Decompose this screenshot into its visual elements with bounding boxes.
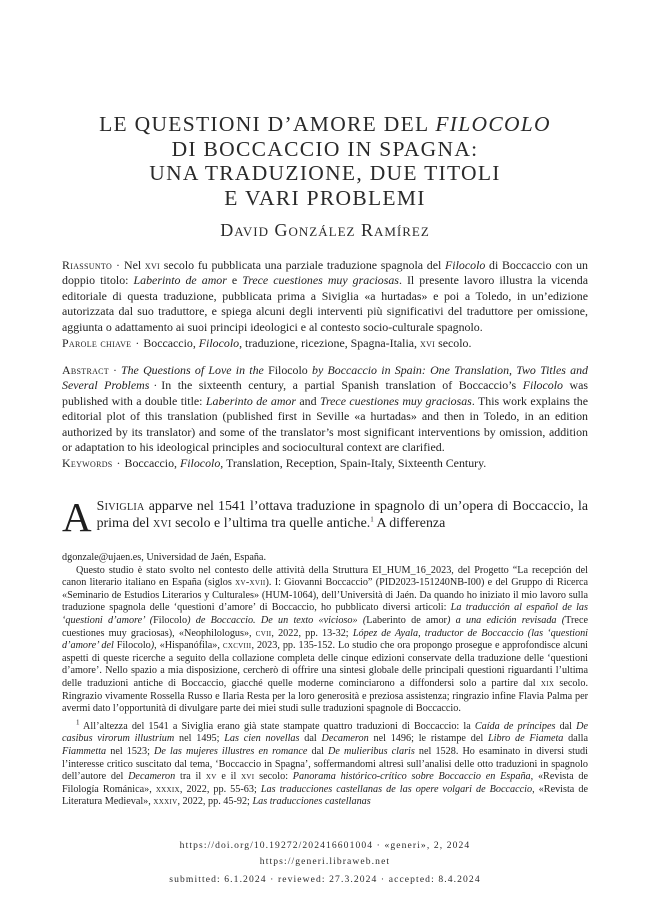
riassunto-block bbox=[62, 258, 588, 351]
title-line-1: LE QUESTIONI D’AMORE DEL FILOCOLO bbox=[99, 112, 551, 136]
footnote-1-number: 1 bbox=[76, 718, 80, 727]
drop-cap: A bbox=[62, 494, 92, 540]
author-email: dgonzale@ujaen.es, Universidad de Jaén, España. bbox=[62, 552, 267, 563]
title-line-4: E VARI PROBLEMI bbox=[224, 185, 426, 210]
keywords-label: Keywords bbox=[62, 456, 113, 471]
author-name: David González Ramírez bbox=[220, 220, 430, 240]
abstract-label: Abstract bbox=[62, 363, 109, 377]
keywords: Keywords · Boccaccio, Filocolo, Translation, Reception, Spain-Italy, Sixteenth Century. bbox=[62, 456, 487, 471]
footnote-1: $^1$ All’altezza del 1541 a Siviglia erano già state stampate quattro traduzioni di Boccaccio: la Caída de príncipes dal De casibus virorum illustrium nel 1495; Las cien novellas dal Decameron nel 1496; le ristampe del Libro de Fiameta dalla Fiammetta nel 1523; De las mujeres illustres en romance dal De mulieribus claris nel 1528. Ho esaminato in diversi studi l’interesse critico suscitato dal tema, ‘Boccaccio in Spagna’, soffermandomi altresì sull’analisi delle otto traduzioni in spagnolo dell’autore del Decameron tra il xv e il xvi secolo: Panorama histórico-crítico sobre Boccaccio en España, «Revista de Filología Románica», xxxix, 2022, pp. 55-63; Las traducciones castellanas de las opere volgari de Boccaccio, «Revista de Literatura Medieval», xxxiv, 2022, pp. 45-92; Las traducciones castellanas bbox=[62, 718, 589, 808]
abstract-block bbox=[62, 363, 588, 472]
abstract-text: Abstract · The Questions of Love in the Filocolo by Boccaccio in Spain: One Translation, Two Titles and Several Problems · In the sixteenth century, a partial Spanish translation of Boccaccio’s Filocolo was published with a double title: Laberinto de amor and Trece cuestiones muy graciosas. This work explains the editorial plot of this translation (published first in Seville «a hurtadas» and then in Toledo, in an edition authorized by its translator) and some of the translator’s most significant interventions by omission, addition or adaptation to his ideological principles and sociocultural context are clarified. bbox=[62, 363, 589, 455]
doi-line[interactable]: https://doi.org/10.19272/202416601004 · «generi», 2, 2024 bbox=[179, 840, 471, 851]
parole-chiave: Parole chiave · Boccaccio, Filocolo, traduzione, ricezione, Spagna-Italia, xvi secolo. bbox=[62, 336, 472, 351]
title-line-3: UNA TRADUZIONE, DUE TITOLI bbox=[149, 161, 501, 185]
acknowledgement-note: Questo studio è stato svolto nel contesto delle attività della Struttura EI_HUM_16_2023, del Progetto “La recepción del canon literario italiano en España (siglos xv-xvii). I: Giovanni Boccaccio” (PID2023-151240NB-I00) e del Gruppo di Ricerca «Seminario de Estudios Literarios y Culturales» (HUM-1064), dell’Università di Jaén. Da quando ho iniziato il mio lavoro sulla traduzione spagnola delle ‘questioni d’amore’ di Boccaccio, ho pubblicato diversi articoli: La traducción al español de las ‘questioni d’amore’ (Filocolo) de Boccaccio. De un texto «vicioso» (Laberinto de amor) a una edición revisada (Trece cuestiones muy graciosas), «Neophilologus», cvii, 2022, pp. 13-32; López de Ayala, traductor de Boccaccio (las ‘questioni d’amore’ del Filocolo), «Hispanófila», cxcviii, 2023, pp. 135-152. Lo studio che ora propongo prosegue e approfondisce alcuni aspetti di queste ricerche a seguito della collazione completa delle cinque edizioni conservate della traduzione delle ‘questioni d’amore’. Nello spazio a mia disposizione, cercherò di offrire una sintesi globale delle principali questioni riguardanti l’ultima delle traduzioni antiche di Boccaccio, giacché quelle moderne cominciarono a diffondersi solo a partire dal xix secolo. Ringrazio vivamente Rossella Russo e Ilaria Resta per la loro generosità e preziosa assistenza; ringrazio infine Flavia Palma per avermi dato l’opportunità di divulgare parte dei miei studi sulle traduzioni spagnole di Boccaccio. bbox=[62, 564, 589, 715]
submission-dates: submitted: 6.1.2024 · reviewed: 27.3.2024 · accepted: 8.4.2024 bbox=[169, 874, 481, 885]
title-line-2: DI BOCCACCIO IN SPAGNA: bbox=[171, 136, 479, 161]
riassunto-label: Riassunto bbox=[62, 258, 113, 272]
body-paragraph: A Siviglia apparve nel 1541 l’ottava traduzione in spagnolo di un’opera di Boccaccio, la prima del xvi secolo e l’ultima tra quelle antiche.$^1$ A differenza bbox=[62, 494, 588, 540]
riassunto-text: Riassunto · Nel xvi secolo fu pubblicata una parziale traduzione spagnola del Filocolo di Boccaccio con un doppio titolo: Laberinto de amor e Trece cuestiones muy graciosas. Il presente lavoro illustra la vicenda editoriale di questa traduzione, pubblicata prima a Siviglia «a hurtadas» e poi a Toledo, in un’edizione autorizzata dal suo traduttore, e spiega alcuni degli interventi più significativi del traduttore per omissione, aggiunta o adattamento ai suoi principi ideologici e al contesto socio-culturale spagnolo. bbox=[62, 258, 588, 334]
footnote-ref-1[interactable]: 1 bbox=[370, 515, 374, 524]
notes-block bbox=[62, 552, 588, 809]
article-title bbox=[60, 112, 590, 210]
parole-chiave-label: Parole chiave bbox=[62, 336, 132, 351]
site-url[interactable]: https://generi.libraweb.net bbox=[259, 856, 391, 867]
